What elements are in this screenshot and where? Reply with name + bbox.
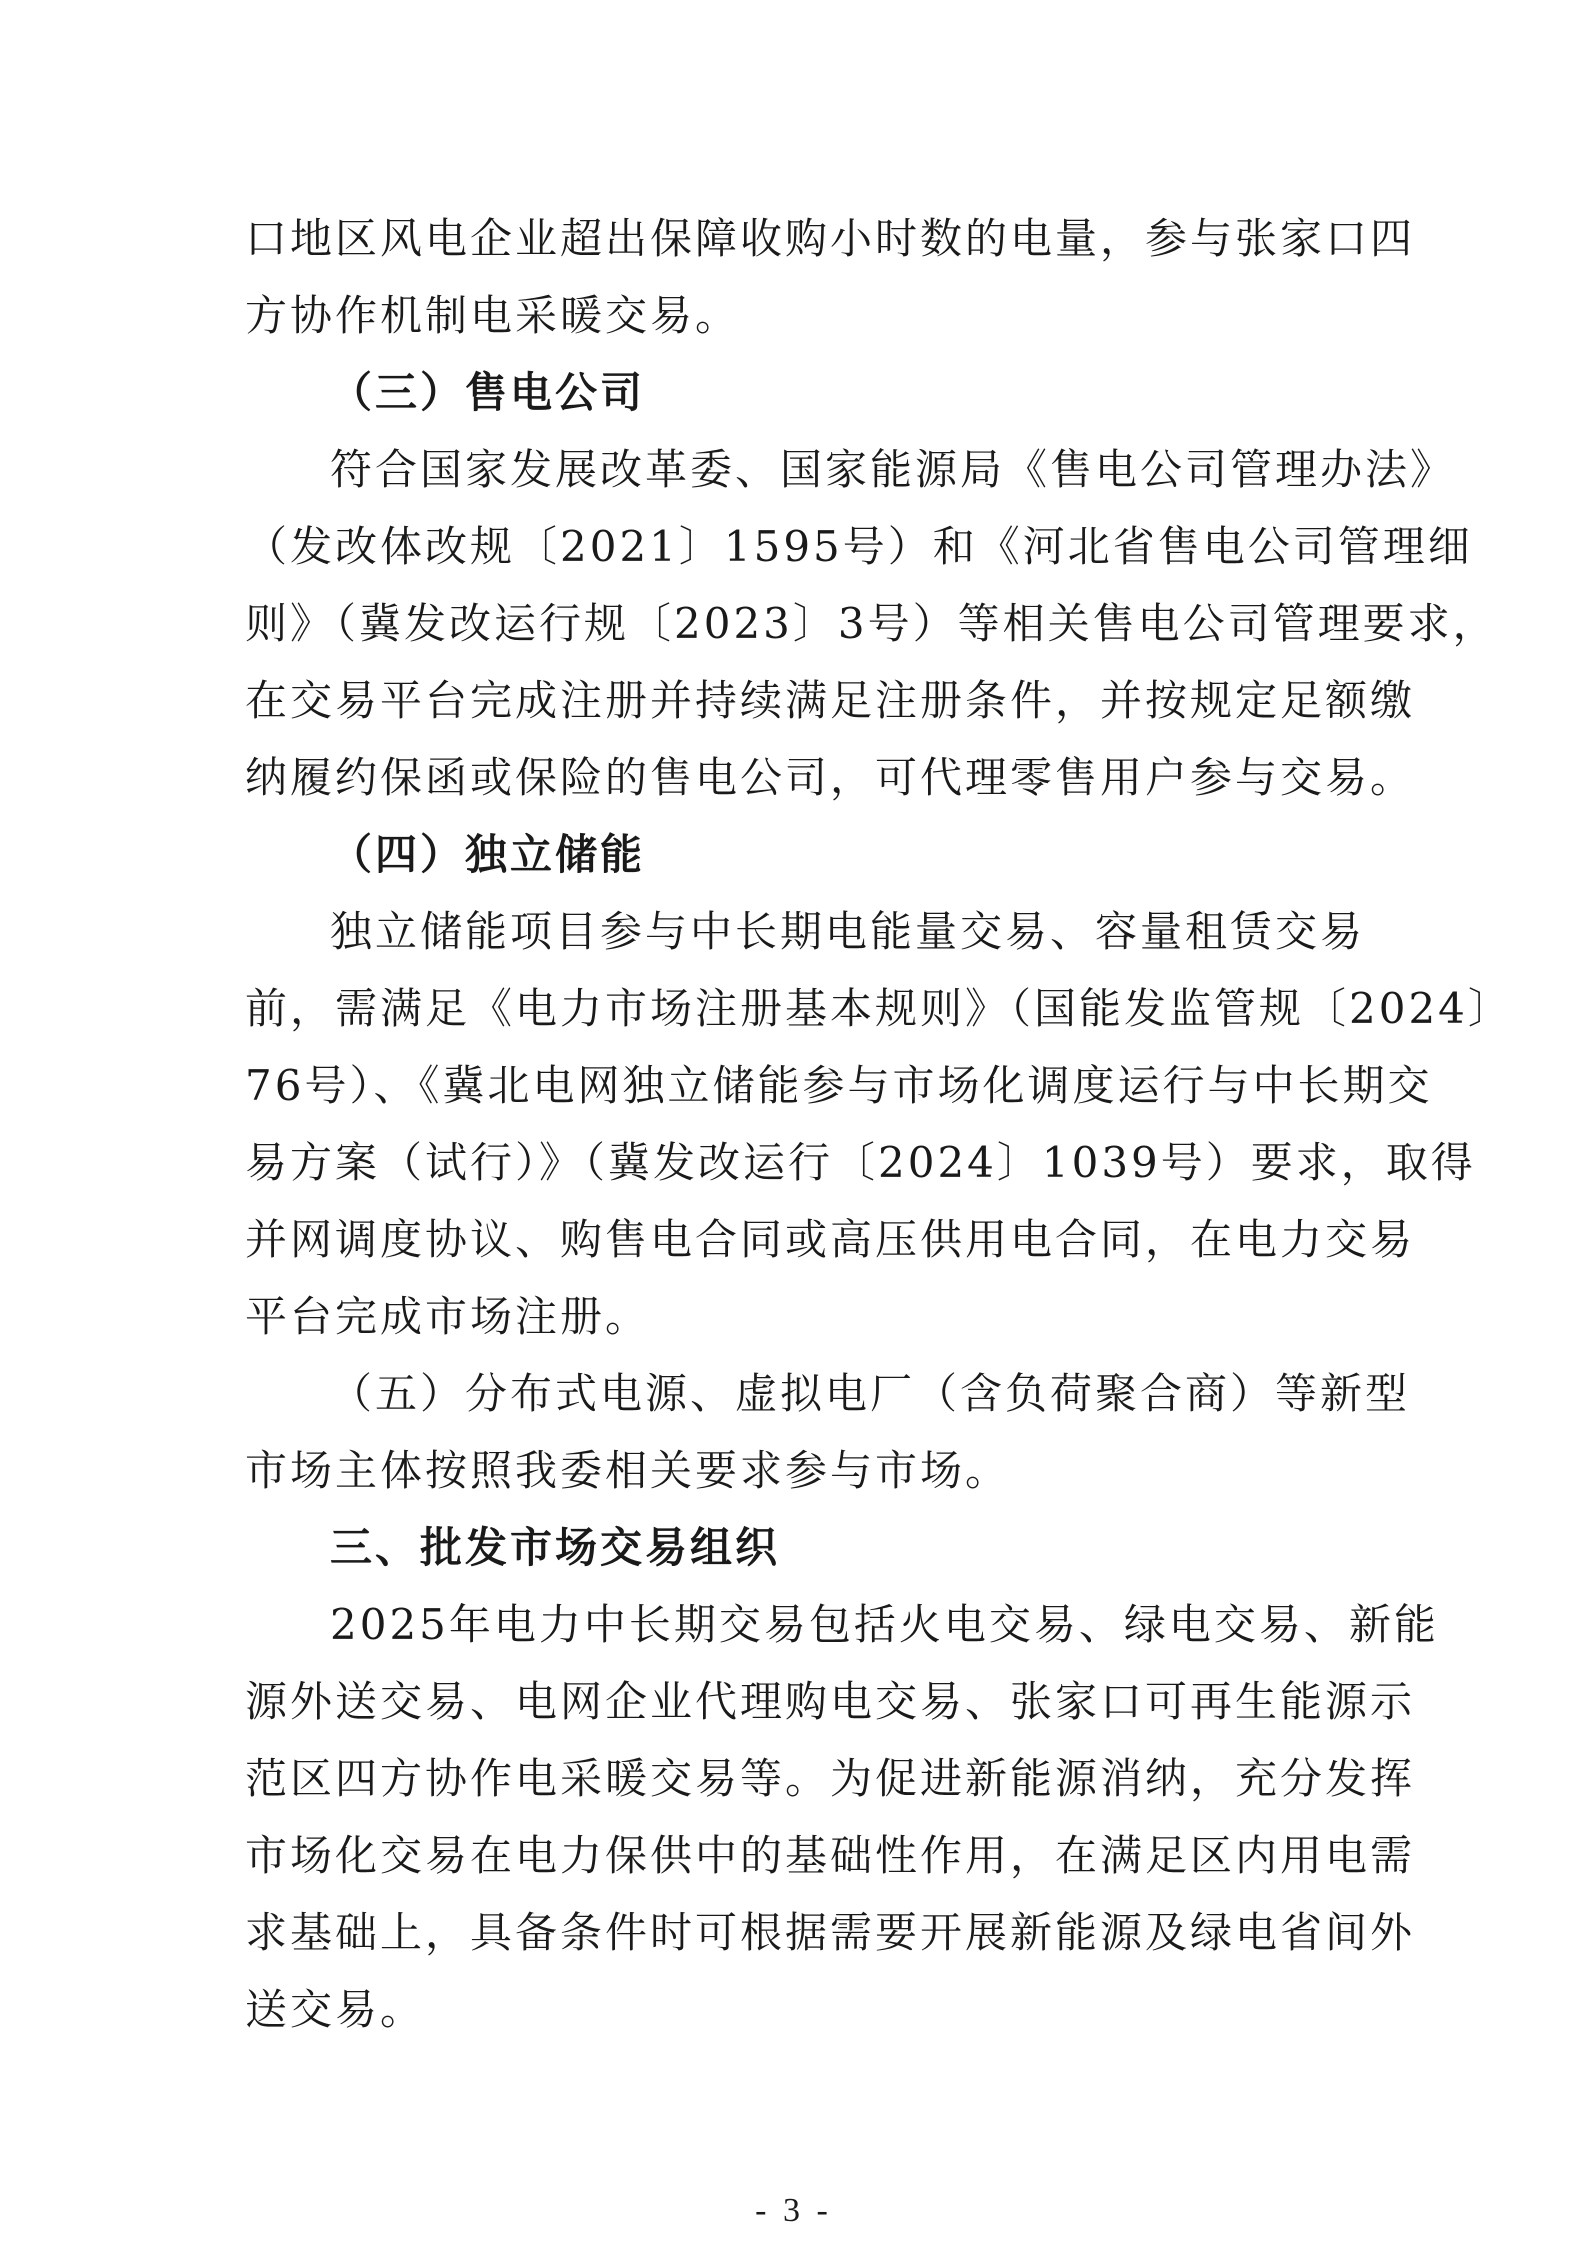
body-text-line: 前，需满足《电力市场注册基本规则》（国能发监管规〔2024〕 [245,984,1513,1033]
section-heading: （四）独立储能 [330,830,646,879]
body-text-line: 符合国家发展改革委、国家能源局《售电公司管理办法》 [330,445,1456,494]
body-text-line: 送交易。 [245,1985,426,2034]
body-text-line: 2025年电力中长期交易包括火电交易、绿电交易、新能 [330,1600,1439,1649]
body-text-line: 源外送交易、电网企业代理购电交易、张家口可再生能源示 [245,1677,1416,1726]
body-text-line: 方协作机制电采暖交易。 [245,291,741,340]
body-text-line: （五）分布式电源、虚拟电厂（含负荷聚合商）等新型 [330,1369,1411,1418]
body-text-line: 在交易平台完成注册并持续满足注册条件，并按规定足额缴 [245,676,1416,725]
body-text-line: 范区四方协作电采暖交易等。为促进新能源消纳，充分发挥 [245,1754,1416,1803]
body-text-line: 易方案（试行）》（冀发改运行〔2024〕1039号）要求，取得 [245,1138,1476,1187]
body-text-line: 求基础上，具备条件时可根据需要开展新能源及绿电省间外 [245,1908,1416,1957]
chapter-heading: 三、批发市场交易组织 [330,1523,781,1572]
page-number: - 3 - [755,2192,832,2229]
section-heading: （三）售电公司 [330,368,646,417]
body-text-line: （发改体改规〔2021〕1595号）和《河北省售电公司管理细 [245,522,1473,571]
body-text-line: 市场主体按照我委相关要求参与市场。 [245,1446,1011,1495]
body-text-line: 市场化交易在电力保供中的基础性作用，在满足区内用电需 [245,1831,1416,1880]
body-text-line: 口地区风电企业超出保障收购小时数的电量，参与张家口四 [245,214,1416,263]
body-text-line: 76号）、《冀北电网独立储能参与市场化调度运行与中长期交 [245,1061,1433,1110]
body-text-line: 独立储能项目参与中长期电能量交易、容量租赁交易 [330,907,1366,956]
body-text-line: 平台完成市场注册。 [245,1292,651,1341]
body-text-line: 并网调度协议、购售电合同或高压供用电合同，在电力交易 [245,1215,1416,1264]
body-text-line: 则》（冀发改运行规〔2023〕3号）等相关售电公司管理要求， [245,599,1498,648]
body-text-line: 纳履约保函或保险的售电公司，可代理零售用户参与交易。 [245,753,1416,802]
